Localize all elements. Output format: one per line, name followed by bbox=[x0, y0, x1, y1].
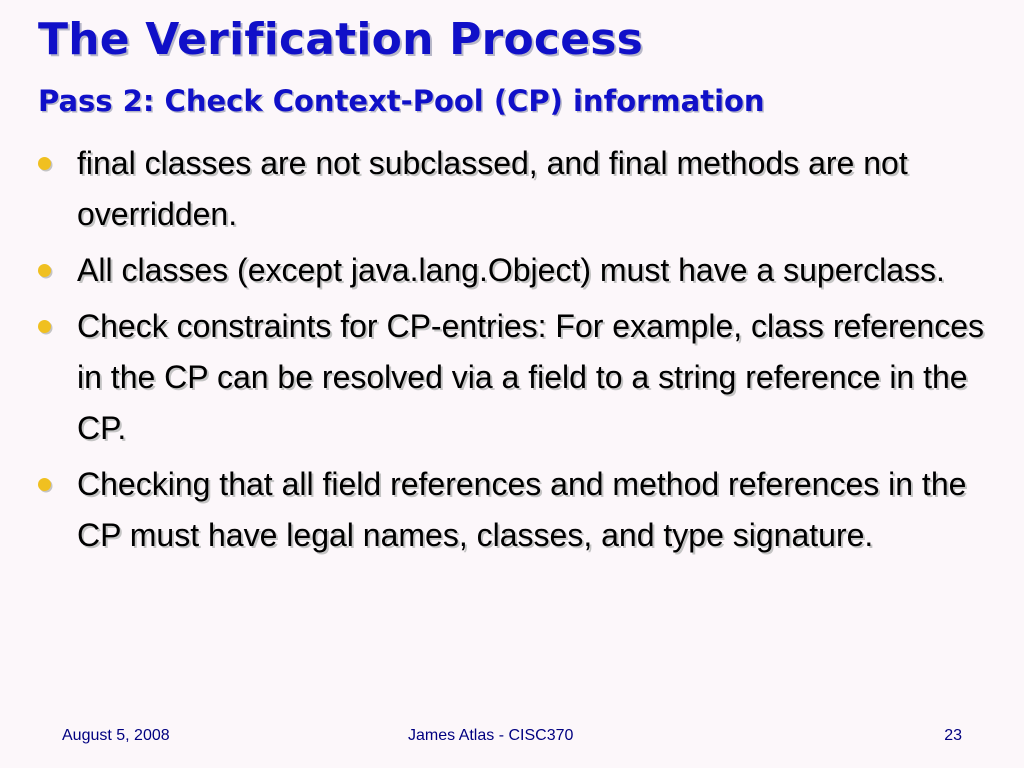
footer-page-number: 23 bbox=[944, 727, 962, 744]
footer-author: James Atlas - CISC370 bbox=[408, 727, 574, 744]
bullet-dot-icon bbox=[38, 478, 51, 491]
bullet-text: Checking that all field references and method references in the CP must have legal names, classes, and type signature. bbox=[77, 466, 967, 553]
bullet-dot-icon bbox=[38, 264, 51, 277]
slide-title: The Verification Process bbox=[38, 14, 644, 65]
bullet-item bbox=[38, 245, 988, 296]
bullet-list bbox=[38, 138, 988, 566]
bullet-text: All classes (except java.lang.Object) must have a superclass. bbox=[77, 252, 945, 288]
bullet-text: final classes are not subclassed, and final methods are not overridden. bbox=[77, 145, 908, 232]
bullet-item bbox=[38, 301, 988, 454]
slide-subtitle bbox=[38, 84, 765, 118]
subtitle-text: Check Context-Pool (CP) information bbox=[154, 84, 765, 118]
bullet-dot-icon bbox=[38, 157, 51, 170]
subtitle-pass-label: Pass 2: bbox=[38, 84, 155, 118]
bullet-text: Check constraints for CP-entries: For example, class references in the CP can be resolved via a field to a string reference in the CP. bbox=[77, 308, 984, 446]
bullet-item bbox=[38, 138, 988, 240]
footer-date: August 5, 2008 bbox=[62, 727, 170, 744]
bullet-dot-icon bbox=[38, 320, 51, 333]
bullet-item bbox=[38, 459, 988, 561]
